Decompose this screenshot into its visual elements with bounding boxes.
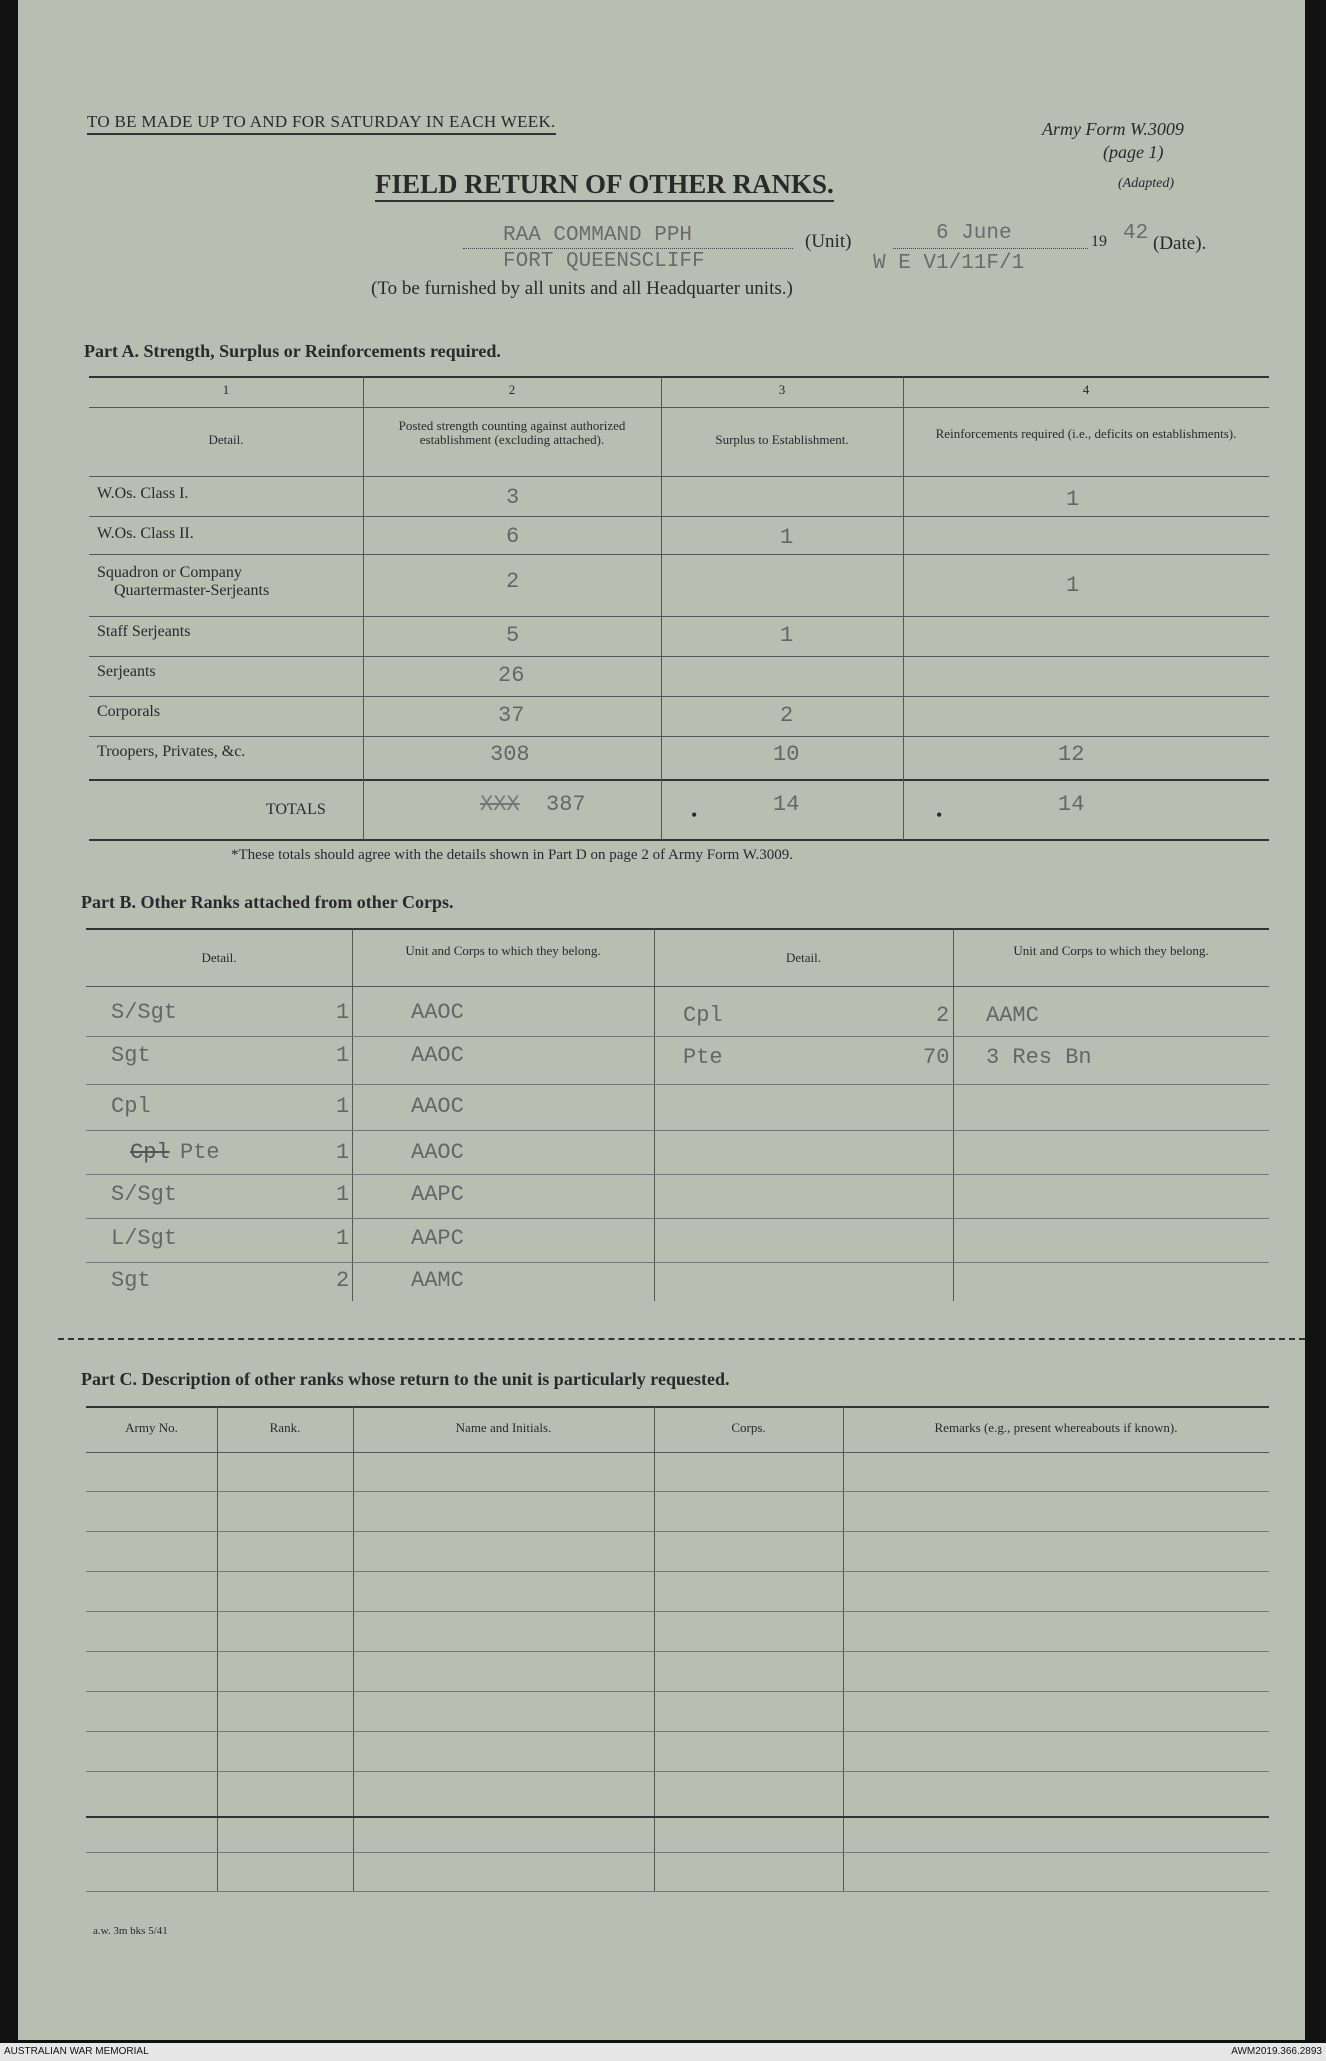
row-detail: Squadron or Company [97,564,242,581]
print-code: a.w. 3m bks 5/41 [93,1925,168,1937]
row-reinf: 1 [1066,487,1080,512]
part-a-title: Part A. Strength, Surplus or Reinforcements required. [84,341,501,361]
col-header-detail: Detail. [208,432,244,447]
instruction-line: TO BE MADE UP TO AND FOR SATURDAY IN EACH WEEK. [87,112,556,135]
attached-count: 70 [923,1045,950,1070]
part-b-header-unit: Unit and Corps to which they belong. [405,943,601,958]
attached-rank: Cpl [111,1094,151,1119]
row-detail: W.Os. Class I. [97,485,189,502]
row-detail-cont: Quartermaster-Serjeants [114,582,270,599]
attached-unit: AAOC [411,1140,464,1165]
row-surplus: 1 [780,623,794,648]
part-a-top-rule [89,376,1269,378]
part-b-title: Part B. Other Ranks attached from other Corps. [81,892,454,912]
date-value: 6 June [936,222,1012,245]
part-b-top-rule [86,928,1269,930]
form-title: FIELD RETURN OF OTHER RANKS. [375,168,834,202]
part-c-header-rank: Rank. [269,1420,301,1435]
archive-footer [0,2043,1326,2061]
row-posted: 2 [506,569,520,594]
attached-count: 1 [336,1140,350,1165]
totals-reinf: 14 [1058,792,1085,817]
part-b-header-detail: Detail. [201,950,237,965]
attached-rank: L/Sgt [111,1226,178,1251]
totals-posted: 387 [546,792,586,817]
attached-rank-struck: Cpl [130,1140,170,1165]
row-posted: 37 [498,703,525,728]
unit-label: (Unit) [805,231,852,252]
attached-unit: AAPC [411,1226,464,1251]
form-paper [18,0,1305,2040]
attached-count: 2 [336,1268,350,1293]
we-reference: W E V1/11F/1 [873,252,1025,275]
row-posted: 6 [506,524,520,549]
perforation-line [58,1338,1305,1340]
attached-count: 1 [336,1000,350,1025]
date-label: (Date). [1153,233,1207,254]
asterisk-bullet: • [936,805,943,825]
attached-unit: AAOC [411,1000,464,1025]
year-prefix: 19 [1091,233,1107,250]
row-detail: W.Os. Class II. [97,525,194,542]
attached-count: 1 [336,1226,350,1251]
row-detail: Corporals [97,703,161,720]
totals-posted-struck: XXX [480,792,520,817]
unit-value-1: RAA COMMAND PPH [503,224,693,247]
part-a-footnote: *These totals should agree with the details shown in Part D on page 2 of Army Form W.3009. [231,847,794,863]
totals-surplus: 14 [773,792,800,817]
form-number: Army Form W.3009 [1042,119,1184,139]
row-posted: 308 [490,742,530,767]
date-dotted-line [893,248,1088,249]
attached-unit: AAOC [411,1043,464,1068]
row-surplus: 2 [780,703,794,728]
page-indicator: (page 1) [1103,142,1164,162]
row-detail: Serjeants [97,663,156,680]
row-detail: Staff Serjeants [97,623,191,640]
row-surplus: 1 [780,525,794,550]
totals-label: TOTALS [266,801,326,818]
part-c-top-rule [86,1406,1269,1408]
col-num-2: 2 [508,382,516,397]
asterisk-bullet: • [691,805,698,825]
attached-rank: Pte [683,1045,723,1070]
col-num-1: 1 [222,382,230,397]
col-header-reinforcements: Reinforcements required (i.e., deficits on establishments). [935,426,1237,441]
footer-right: AWM2019.366.2893 [1231,2046,1322,2057]
attached-unit: 3 Res Bn [986,1045,1092,1070]
attached-count: 2 [936,1003,950,1028]
row-posted: 5 [506,623,520,648]
attached-rank: Sgt [111,1268,151,1293]
attached-count: 1 [336,1094,350,1119]
row-posted: 3 [506,485,520,510]
part-c-header-army-no: Army No. [125,1420,178,1435]
row-surplus: 10 [773,742,800,767]
col-header-surplus: Surplus to Establishment. [715,432,849,447]
attached-count: 1 [336,1182,350,1207]
part-b-header-unit-2: Unit and Corps to which they belong. [1013,943,1209,958]
part-b-header-detail-2: Detail. [785,950,821,965]
attached-unit: AAPC [411,1182,464,1207]
unit-dotted-line [463,248,793,249]
attached-rank: Sgt [111,1043,151,1068]
row-posted: 26 [498,663,525,688]
row-reinf: 12 [1058,742,1085,767]
attached-rank: Pte [180,1140,220,1165]
year-suffix: 42 [1123,222,1149,245]
col-num-3: 3 [778,382,786,397]
unit-value-2: FORT QUEENSCLIFF [503,250,705,273]
furnish-note: (To be furnished by all units and all Headquarter units.) [371,278,793,299]
attached-unit: AAMC [986,1003,1039,1028]
attached-rank: Cpl [683,1003,723,1028]
attached-rank: S/Sgt [111,1182,178,1207]
part-c-header-corps: Corps. [731,1420,766,1435]
adapted-note: (Adapted) [1118,176,1174,191]
attached-unit: AAOC [411,1094,464,1119]
row-detail: Troopers, Privates, &c. [97,743,246,760]
attached-unit: AAMC [411,1268,464,1293]
part-c-title: Part C. Description of other ranks whose return to the unit is particularly requested. [81,1369,730,1389]
footer-left: AUSTRALIAN WAR MEMORIAL [4,2046,149,2057]
row-reinf: 1 [1066,573,1080,598]
col-header-posted: Posted strength counting against authorized establishment (excluding attached). [398,418,626,447]
part-c-header-name: Name and Initials. [455,1420,552,1435]
col-num-4: 4 [1082,382,1090,397]
attached-rank: S/Sgt [111,1000,178,1025]
part-c-header-remarks: Remarks (e.g., present whereabouts if known). [934,1420,1178,1435]
attached-count: 1 [336,1043,350,1068]
